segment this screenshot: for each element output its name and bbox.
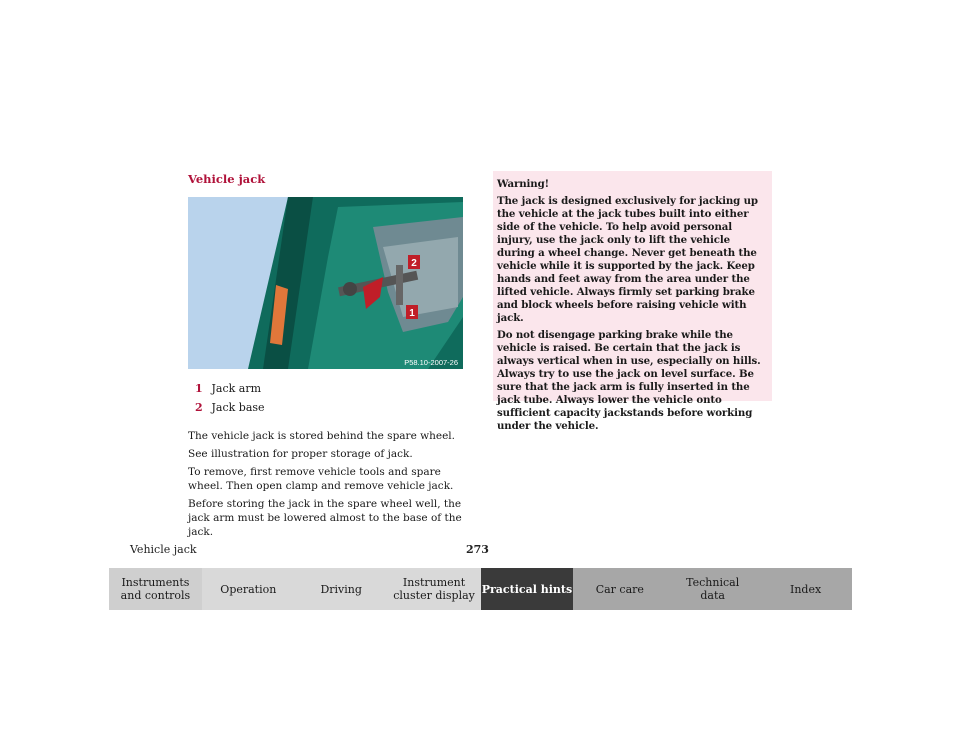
- legend: [195, 382, 265, 420]
- nav-tab-instruments-and-controls[interactable]: Instruments and controls: [109, 568, 202, 610]
- warning-box: [493, 171, 772, 432]
- legend-number: 1: [195, 382, 203, 395]
- body-text: [188, 429, 473, 543]
- nav-tab-practical-hints[interactable]: Practical hints: [481, 568, 574, 610]
- legend-label: Jack base: [211, 401, 265, 414]
- nav-tab-car-care[interactable]: Car care: [573, 568, 666, 610]
- warning-paragraph: Do not disengage parking brake while the vehicle is raised. Be certain that the jack is always vertical when in use, especially on hills. Always try to use the jack on level surface. Be sure that the jack arm is fully inserted in the jack tube. Always lower the vehicle onto sufficient capacity jackstands before working under the vehicle.: [497, 329, 761, 432]
- body-paragraph: Before storing the jack in the spare wheel well, the jack arm must be lowered almost to the base of the jack.: [188, 498, 462, 538]
- legend-label: Jack arm: [211, 382, 262, 395]
- callout-number-1: 1: [409, 308, 415, 319]
- nav-tab-instrument-cluster-display[interactable]: Instrument cluster display: [388, 568, 481, 610]
- nav-tab-index[interactable]: Index: [759, 568, 852, 610]
- page-label: Vehicle jack: [130, 543, 197, 556]
- chapter-nav: [109, 568, 852, 610]
- jack-storage-illustration: [188, 197, 463, 369]
- legend-item: [195, 401, 265, 415]
- body-paragraph: See illustration for proper storage of jack.: [188, 448, 413, 460]
- section-heading: Vehicle jack: [188, 172, 266, 186]
- nav-tab-technical-data[interactable]: Technical data: [666, 568, 759, 610]
- callout-number-2: 2: [411, 258, 417, 269]
- legend-number: 2: [195, 401, 203, 414]
- nav-tab-driving[interactable]: Driving: [295, 568, 388, 610]
- body-paragraph: To remove, first remove vehicle tools and spare wheel. Then open clamp and remove vehicle jack.: [188, 466, 454, 492]
- warning-paragraph: The jack is designed exclusively for jacking up the vehicle at the jack tubes built into either side of the vehicle. To help avoid personal injury, use the jack only to lift the vehicle during a wheel change. Never get beneath the vehicle while it is supported by the jack. Keep hands and feet away from the area under the lifted vehicle. Always firmly set parking brake and block wheels before raising vehicle with jack.: [497, 195, 758, 324]
- legend-item: [195, 382, 265, 396]
- warning-title: Warning!: [497, 178, 550, 190]
- body-paragraph: The vehicle jack is stored behind the spare wheel.: [188, 430, 456, 442]
- page-number: 273: [466, 543, 489, 556]
- nav-tab-operation[interactable]: Operation: [202, 568, 295, 610]
- figure-code: P58.10-2007-26: [404, 358, 458, 367]
